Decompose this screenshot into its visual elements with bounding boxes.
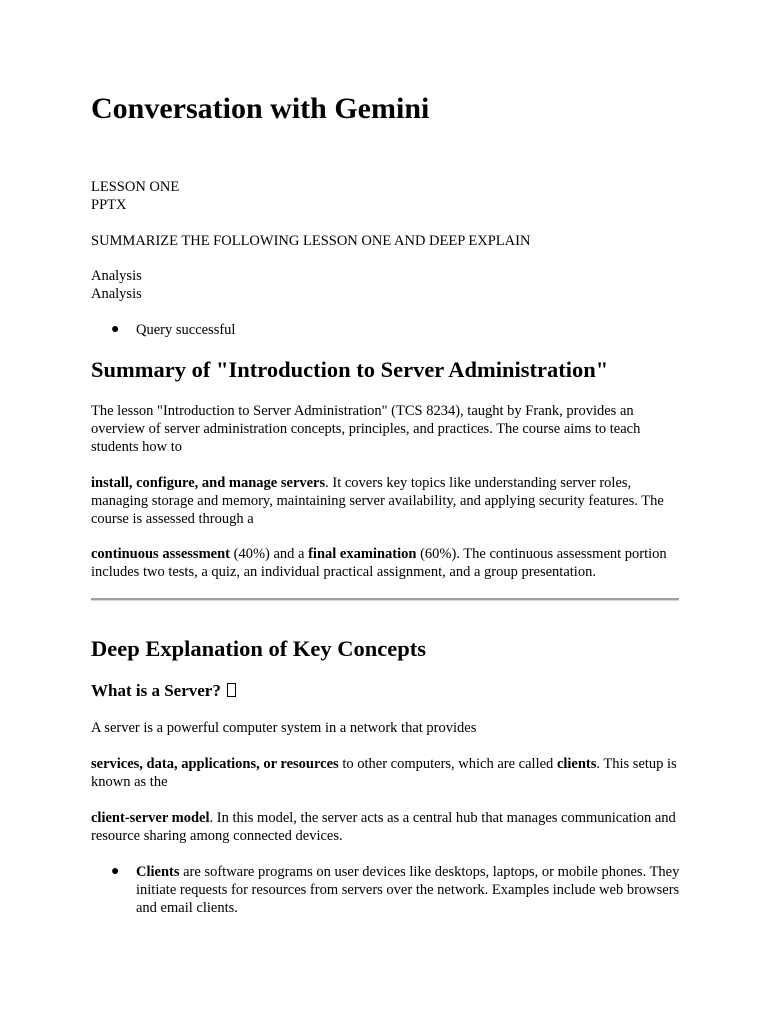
summary-p3-text-1: (40%) and a	[229, 546, 309, 562]
summary-p2-text: . It covers key topics like understanding server roles, managing storage and memory, maintaining server availability, and applying security features. The course is assessed through a	[91, 475, 664, 527]
deep-p2-text-2: . This setup is known as the	[91, 756, 677, 790]
clients-bullet-rest: are software programs on user devices like desktops, laptops, or mobile phones. They initiate requests for resources from servers over the network. Examples include web browsers and email clients.	[136, 864, 680, 916]
bullet-icon: ●	[111, 864, 120, 879]
summary-p3-text-2: (60%). The continuous assessment portion includes two tests, a quiz, an individual practical assignment, and a group presentation.	[91, 546, 667, 580]
clients-bullet-bold: Clients	[136, 864, 180, 880]
deep-p2-bold-2: clients	[556, 756, 597, 772]
deep-p3-bold: client-server model	[91, 810, 210, 826]
missing-glyph-box-icon	[227, 683, 236, 697]
prompt-line-pptx: PPTX	[91, 197, 127, 213]
deep-p3-text: . In this model, the server acts as a central hub that manages communication and resource sharing among connected devices.	[91, 810, 676, 844]
summary-paragraph-3	[91, 545, 681, 581]
deep-paragraph-3	[91, 809, 681, 845]
deep-p2-bold-1: services, data, applications, or resources	[91, 756, 339, 772]
bullet-icon: ●	[111, 322, 120, 337]
clients-bullet-text	[136, 863, 681, 917]
prompt-request: SUMMARIZE THE FOLLOWING LESSON ONE AND DEEP EXPLAIN	[91, 233, 531, 249]
deep-paragraph-1: A server is a powerful computer system in a network that provides	[91, 720, 477, 736]
analysis-label-1: Analysis	[91, 268, 142, 284]
deep-paragraph-2	[91, 755, 681, 791]
summary-paragraph-2	[91, 474, 681, 528]
summary-p2-bold: install, configure, and manage servers	[91, 475, 326, 491]
section-divider	[91, 598, 679, 601]
prompt-line-lesson: LESSON ONE	[91, 179, 180, 195]
summary-paragraph-1: The lesson "Introduction to Server Administration" (TCS 8234), taught by Frank, provides an overview of server administration concepts, principles, and practices. The course aims to teach students how to	[91, 403, 641, 455]
deep-p2-text-1: to other computers, which are called	[338, 756, 557, 772]
page-title: Conversation with Gemini	[91, 92, 430, 125]
deep-heading: Deep Explanation of Key Concepts	[91, 636, 427, 661]
analysis-status: Query successful	[136, 322, 236, 338]
server-subheading	[91, 681, 236, 701]
summary-p3-bold-1: continuous assessment	[91, 546, 230, 562]
summary-heading: Summary of "Introduction to Server Administration"	[91, 357, 609, 382]
summary-p3-bold-2: final examination	[308, 546, 417, 562]
analysis-label-2: Analysis	[91, 286, 142, 302]
server-subheading-text: What is a Server?	[91, 681, 221, 700]
